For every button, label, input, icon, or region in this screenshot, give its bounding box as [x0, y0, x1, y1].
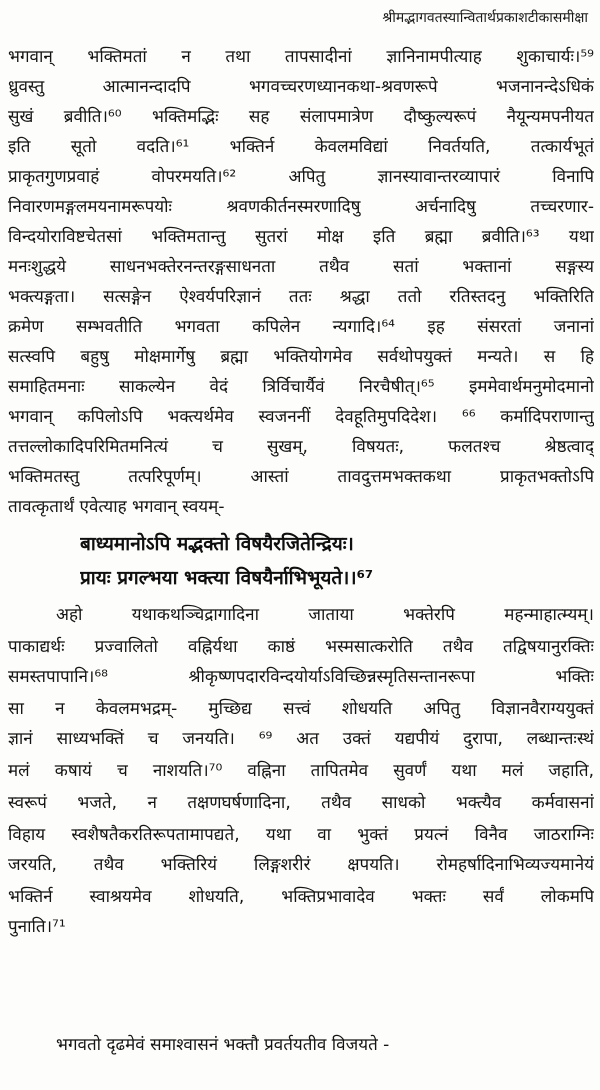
text-line: पुनाति।⁷¹ — [8, 917, 66, 937]
text-line: सत्स्वपि बहुषु मोक्षमार्गेषु ब्रह्मा भक्तियोगमेव सर्वथोपयुक्तं मन्यते। स हि — [8, 347, 594, 367]
text-line: अहो यथाकथञ्चिद्रागादिना जाताया भक्तेरपि महन्माहात्म्यम्। — [56, 605, 594, 625]
text-line: भगवान् कपिलोऽपि भक्त्यर्थमेव स्वजननीं देवहूतिमुपदिदेश। ⁶⁶ कर्मादिपराणान्तु — [8, 407, 594, 427]
text-line: इति सूतो वदति।⁶¹ भक्तिर्न केवलमविद्यां निवर्तयति, तत्कार्यभूतं — [8, 137, 594, 157]
text-line: समाहितमनाः साकल्येन वेदं त्रिर्विचार्यैवं निरचैषीत्।⁶⁵ इममेवार्थमनुमोदमानो — [8, 377, 594, 397]
text-line: प्राकृतगुणप्रवाहं वोपरमयति।⁶² अपितु ज्ञानस्यावान्तरव्यापारं विनापि — [8, 167, 594, 187]
text-line: भक्त्यङ्गता। सत्सङ्गेन ऐश्वर्यपरिज्ञानं ततः श्रद्धा ततो रतिस्तदनु भक्तिरिति — [8, 287, 594, 307]
text-line: समस्तपापानि।⁶⁸ श्रीकृष्णपदारविन्दयोर्याऽविच्छिन्नस्मृतिसन्तानरूपा भक्तिः — [8, 667, 594, 687]
text-line: ज्ञानं साध्यभक्तिं च जनयति। ⁶⁹ अत उक्तं यद्यपीयं दुरापा, लब्धान्तःस्थं — [8, 729, 594, 749]
text-line: भक्तिमतस्तु तत्परिपूर्णम्। आस्तां तावदुत्तमभक्तकथा प्राकृतभक्तोऽपि — [8, 467, 594, 487]
text-line: निवारणमङ्गलमयनामरूपयोः श्रवणकीर्तनस्मरणादिषु अर्चनादिषु तच्चरणार- — [8, 197, 594, 217]
text-line: सा न केवलमभद्रम्- मुच्छिद्य सत्त्वं शोधयति अपितु विज्ञानवैराग्ययुक्तं — [8, 699, 594, 719]
text-line: तत्तल्लोकादिपरिमितमनित्यं च सुखम्, विषयतः, फलतश्च श्रेष्ठत्वाद् — [8, 437, 594, 457]
running-header: श्रीमद्भागवतस्यान्वितार्थप्रकाशटीकासमीक्षा — [382, 10, 588, 26]
text-line: स्वरूपं भजते, न तक्षणघर्षणादिना, तथैव साधको भक्त्यैव कर्मवासनां — [8, 793, 594, 813]
text-line: मनःशुद्धये साधनभक्तेरनन्तरङ्गसाधनता तथैव सतां भक्तानां सङ्गस्य — [8, 257, 594, 277]
verse-line: बाध्यमानोऽपि मद्भक्तो विषयैरजितेन्द्रियः। — [80, 533, 354, 555]
text-line: मलं कषायं च नाशयति।⁷⁰ वह्निना तापितमेव सुवर्णं यथा मलं जहाति, — [8, 761, 594, 781]
text-line: ध्रुवस्तु आत्मानन्दादपि भगवच्चरणध्यानकथा-श्रवणरूपे भजनानन्देऽधिकं — [8, 77, 594, 97]
text-line: सुखं ब्रवीति।⁶⁰ भक्तिमद्भिः सह संलापमात्रेण दौष्कुल्यरूपं नैयून्यमपनीयत — [8, 107, 594, 127]
text-line: विन्दयोराविष्टचेतसां भक्तिमतान्तु सुतरां मोक्ष इति ब्रह्मा ब्रवीति।⁶³ यथा — [8, 227, 594, 247]
text-line: भगवान् भक्तिमतां न तथा तापसादीनां ज्ञानिनामपीत्याह शुकाचार्यः।⁵⁹ — [8, 47, 594, 67]
text-line: विहाय स्वशैषतैकरतिरूपतामापद्यते, यथा वा भुक्तं प्रयत्नं विनैव जाठराग्निः — [8, 825, 594, 845]
text-line: भक्तिर्न स्वाश्रयमेव शोधयति, भक्तिप्रभावादेव भक्तः सर्वं लोकमपि — [8, 887, 594, 907]
text-line: क्रमेण सम्भवतीति भगवता कपिलेन न्यगादि।⁶⁴ इह संसरतां जनानां — [8, 317, 594, 337]
text-line: पाकाद्यर्थः प्रज्वालितो वह्निर्यथा काष्ठं भस्मसात्करोति तथैव तद्विषयानुरक्तिः — [8, 637, 594, 657]
text-line: जरयति, तथैव भक्तिरियं लिङ्गशरीरं क्षपयति। रोमहर्षादिनाभिव्यज्यमानेयं — [8, 855, 594, 875]
verse-line: प्रायः प्रगल्भया भक्त्या विषयैर्नाभिभूयते।।⁶⁷ — [80, 567, 374, 589]
text-line: तावत्कृतार्थं एवेत्याह भगवान् स्वयम्- — [8, 497, 225, 517]
text-line: भगवतो दृढमेवं समाश्वासनं भक्तौ प्रवर्तयतीव विजयते - — [56, 1035, 390, 1055]
